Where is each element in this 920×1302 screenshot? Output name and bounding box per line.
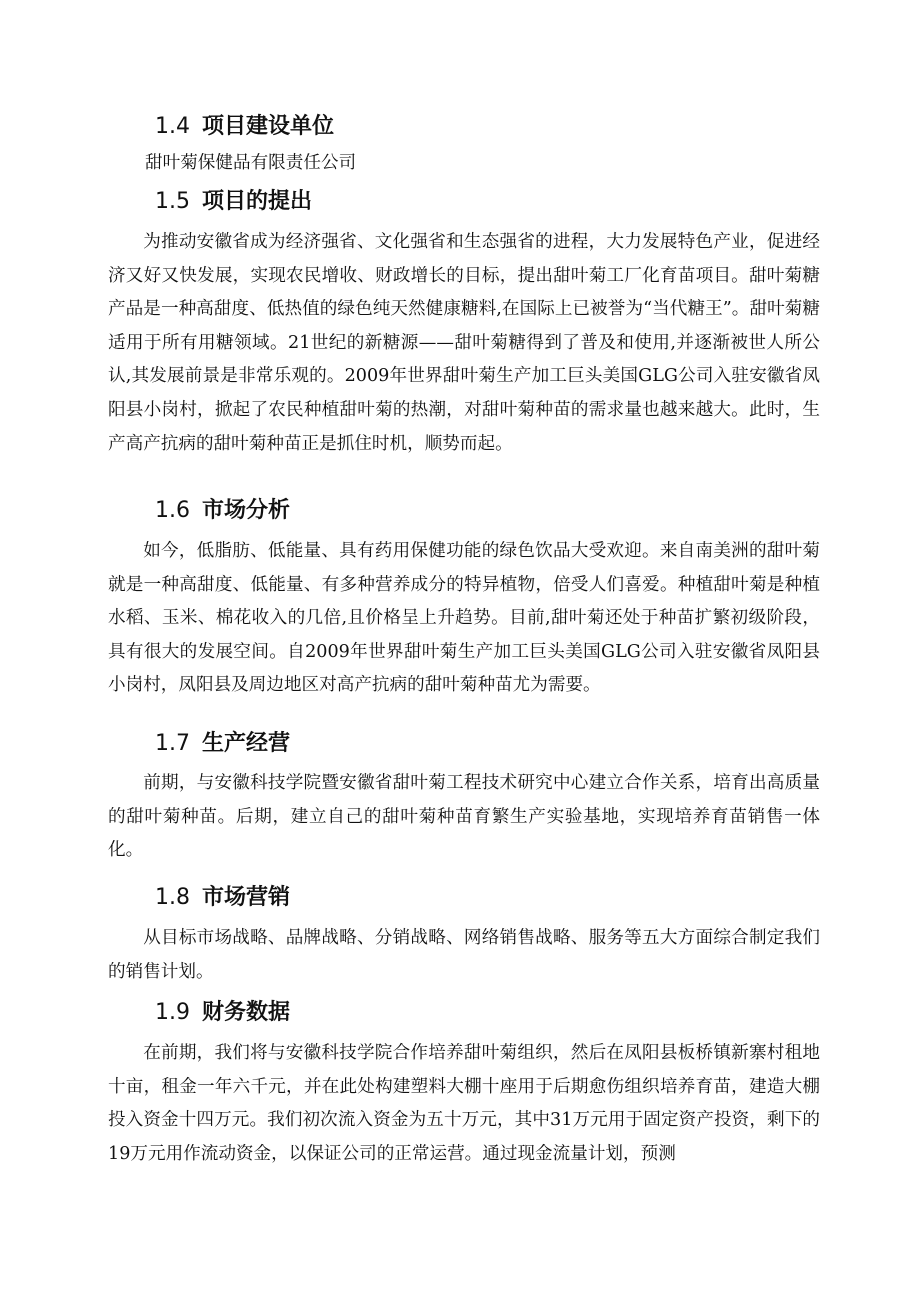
section-number: 1.8 [155, 885, 190, 910]
section-paragraph-1-5: 为推动安徽省成为经济强省、文化强省和生态强省的进程，大力发展特色产业，促进经济又好又快发展，实现农民增收、财政增长的目标，提出甜叶菊工厂化育苗项目。甜叶菊糖产品是一种高甜度、低热值的绿色纯天然健康糖料,在国际上已被誉为“当代糖王”。甜叶菊糖适用于所有用糖领域。21世纪的新糖源——甜叶菊糖得到了普及和使用,并逐渐被世人所公认,其发展前景是非常乐观的。2009年世界甜叶菊生产加工巨头美国GLG公司入驻安徽省凤阳县小岗村，掀起了农民种植甜叶菊的热潮，对甜叶菊种苗的需求量也越来越大。此时，生产高产抗病的甜叶菊种苗正是抓住时机，顺势而起。 [108, 232, 820, 454]
section-number: 1.4 [155, 114, 190, 139]
section-heading-1-7 [155, 729, 290, 759]
section-heading-1-4 [155, 112, 334, 142]
section-heading-1-9 [155, 998, 290, 1028]
section-number: 1.5 [155, 189, 190, 214]
section-paragraph-1-7: 前期，与安徽科技学院暨安徽省甜叶菊工程技术研究中心建立合作关系，培育出高质量的甜叶菊种苗。后期，建立自己的甜叶菊种苗育繁生产实验基地，实现培养育苗销售一体化。 [108, 773, 820, 861]
section-paragraph-1-6: 如今，低脂肪、低能量、具有药用保健功能的绿色饮品大受欢迎。来自南美洲的甜叶菊就是一种高甜度、低能量、有多种营养成分的特异植物，倍受人们喜爱。种植甜叶菊是种植水稻、玉米、棉花收入的几倍,且价格呈上升趋势。目前,甜叶菊还处于种苗扩繁初级阶段，具有很大的发展空间。自2009年世界甜叶菊生产加工巨头美国GLG公司入驻安徽省凤阳县小岗村，凤阳县及周边地区对高产抗病的甜叶菊种苗尤为需要。 [108, 541, 820, 696]
section-title: 市场营销 [202, 885, 291, 910]
section-heading-1-6 [155, 496, 290, 526]
section-title: 生产经营 [202, 731, 291, 756]
section-paragraph-1-8: 从目标市场战略、品牌战略、分销战略、网络销售战略、服务等五大方面综合制定我们的销售计划。 [108, 928, 820, 982]
section-paragraph-1-9: 在前期，我们将与安徽科技学院合作培养甜叶菊组织，然后在凤阳县板桥镇新寨村租地十亩，租金一年六千元，并在此处构建塑料大棚十座用于后期愈伤组织培养育苗，建造大棚投入资金十四万元。我们初次流入资金为五十万元，其中31万元用于固定资产投资，剩下的19万元用作流动资金，以保证公司的正常运营。通过现金流量计划，预测 [108, 1043, 820, 1164]
section-heading-1-8 [155, 883, 290, 913]
section-number: 1.7 [155, 731, 190, 756]
section-title: 项目建设单位 [202, 114, 335, 139]
section-paragraph-1-4: 甜叶菊保健品有限责任公司 [145, 153, 357, 173]
section-heading-1-5 [155, 187, 312, 217]
section-title: 项目的提出 [202, 189, 313, 214]
section-title: 财务数据 [202, 1000, 291, 1025]
section-number: 1.9 [155, 1000, 190, 1025]
section-title: 市场分析 [202, 498, 291, 523]
section-number: 1.6 [155, 498, 190, 523]
